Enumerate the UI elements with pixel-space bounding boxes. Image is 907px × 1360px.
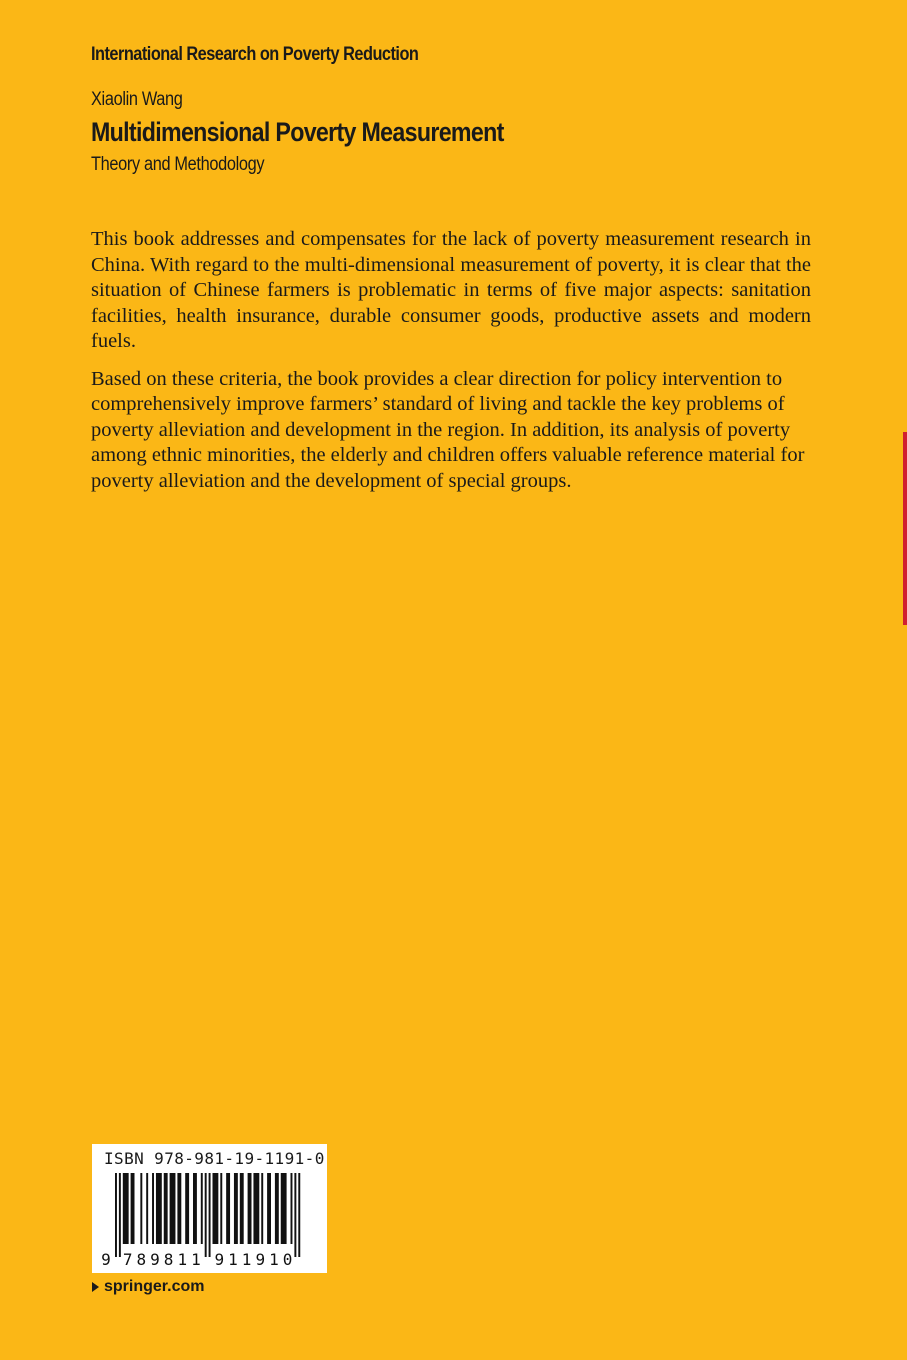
series-title: International Research on Poverty Reduction xyxy=(91,44,419,65)
book-title: Multidimensional Poverty Measurement xyxy=(91,117,504,147)
barcode-bar xyxy=(119,1173,121,1257)
barcode-bar xyxy=(177,1173,181,1244)
barcode-digit: 8 xyxy=(163,1250,174,1269)
barcode-bar xyxy=(248,1173,252,1244)
publisher-link[interactable] xyxy=(92,1278,204,1296)
barcode-digit: 7 xyxy=(122,1250,133,1269)
barcode-bar xyxy=(185,1173,189,1244)
barcode-digit: 1 xyxy=(269,1250,279,1269)
barcode-digit: 0 xyxy=(282,1250,293,1269)
publisher-url: springer.com xyxy=(104,1278,205,1295)
isbn-label: ISBN 978-981-19-1191-0 xyxy=(104,1149,325,1168)
barcode xyxy=(92,1144,327,1273)
blurb xyxy=(91,227,811,506)
barcode-bar xyxy=(213,1173,219,1244)
barcode-bar xyxy=(226,1173,230,1244)
barcode-bar xyxy=(240,1173,244,1244)
barcode-bar xyxy=(275,1173,279,1244)
barcode-digit: 1 xyxy=(228,1250,238,1269)
spine-accent-bar xyxy=(903,432,907,625)
barcode-bar xyxy=(234,1173,238,1244)
barcode-bar xyxy=(140,1173,142,1244)
barcode-bar xyxy=(294,1173,296,1257)
barcode-bar xyxy=(123,1173,129,1244)
barcode-digit: 9 xyxy=(101,1250,111,1269)
barcode-digit: 9 xyxy=(255,1250,266,1269)
barcode-digit: 9 xyxy=(150,1250,160,1269)
arrow-right-icon xyxy=(92,1282,99,1292)
barcode-bar xyxy=(261,1173,263,1244)
barcode-bar xyxy=(115,1173,117,1257)
barcode-digit: 8 xyxy=(136,1250,147,1269)
blurb-paragraph-2: Based on these criteria, the book provides a clear direction for policy intervention to comprehensively improve farmers’ standard of living and tackle the key problems of poverty alleviation and development in the region. In addition, its analysis of poverty among ethnic minorities, the elderly and children offers valuable reference material for poverty alleviation and the development of special groups. xyxy=(91,367,805,492)
barcode-bar xyxy=(152,1173,154,1244)
barcode-digit: 9 xyxy=(214,1250,225,1269)
barcode-bar xyxy=(205,1173,207,1257)
barcode-bar xyxy=(209,1173,211,1257)
barcode-panel xyxy=(92,1144,327,1273)
barcode-digit: 1 xyxy=(191,1250,201,1269)
barcode-bar xyxy=(193,1173,197,1244)
barcode-bar xyxy=(291,1173,293,1244)
barcode-bar xyxy=(164,1173,168,1244)
author-name: Xiaolin Wang xyxy=(91,89,183,110)
barcode-bar xyxy=(201,1173,203,1244)
barcode-digit: 1 xyxy=(241,1250,252,1269)
barcode-bar xyxy=(281,1173,287,1244)
book-subtitle: Theory and Methodology xyxy=(91,154,265,175)
barcode-bar xyxy=(131,1173,135,1244)
barcode-bar xyxy=(220,1173,222,1244)
barcode-digit: 1 xyxy=(177,1250,188,1269)
barcode-bar xyxy=(170,1173,176,1244)
blurb-paragraph-1: This book addresses and compensates for the lack of poverty measurement research in China. With regard to the multi-dimensional measurement of poverty, it is clear that the situation of Chinese farmers is problematic in terms of five major aspects: sanitation facilities, health insurance, durable consumer goods, productive assets and modern fuels. xyxy=(91,228,811,352)
barcode-bar xyxy=(267,1173,271,1244)
barcode-bar xyxy=(298,1173,300,1257)
barcode-bar xyxy=(156,1173,162,1244)
barcode-bar xyxy=(146,1173,148,1244)
barcode-bar xyxy=(253,1173,259,1244)
